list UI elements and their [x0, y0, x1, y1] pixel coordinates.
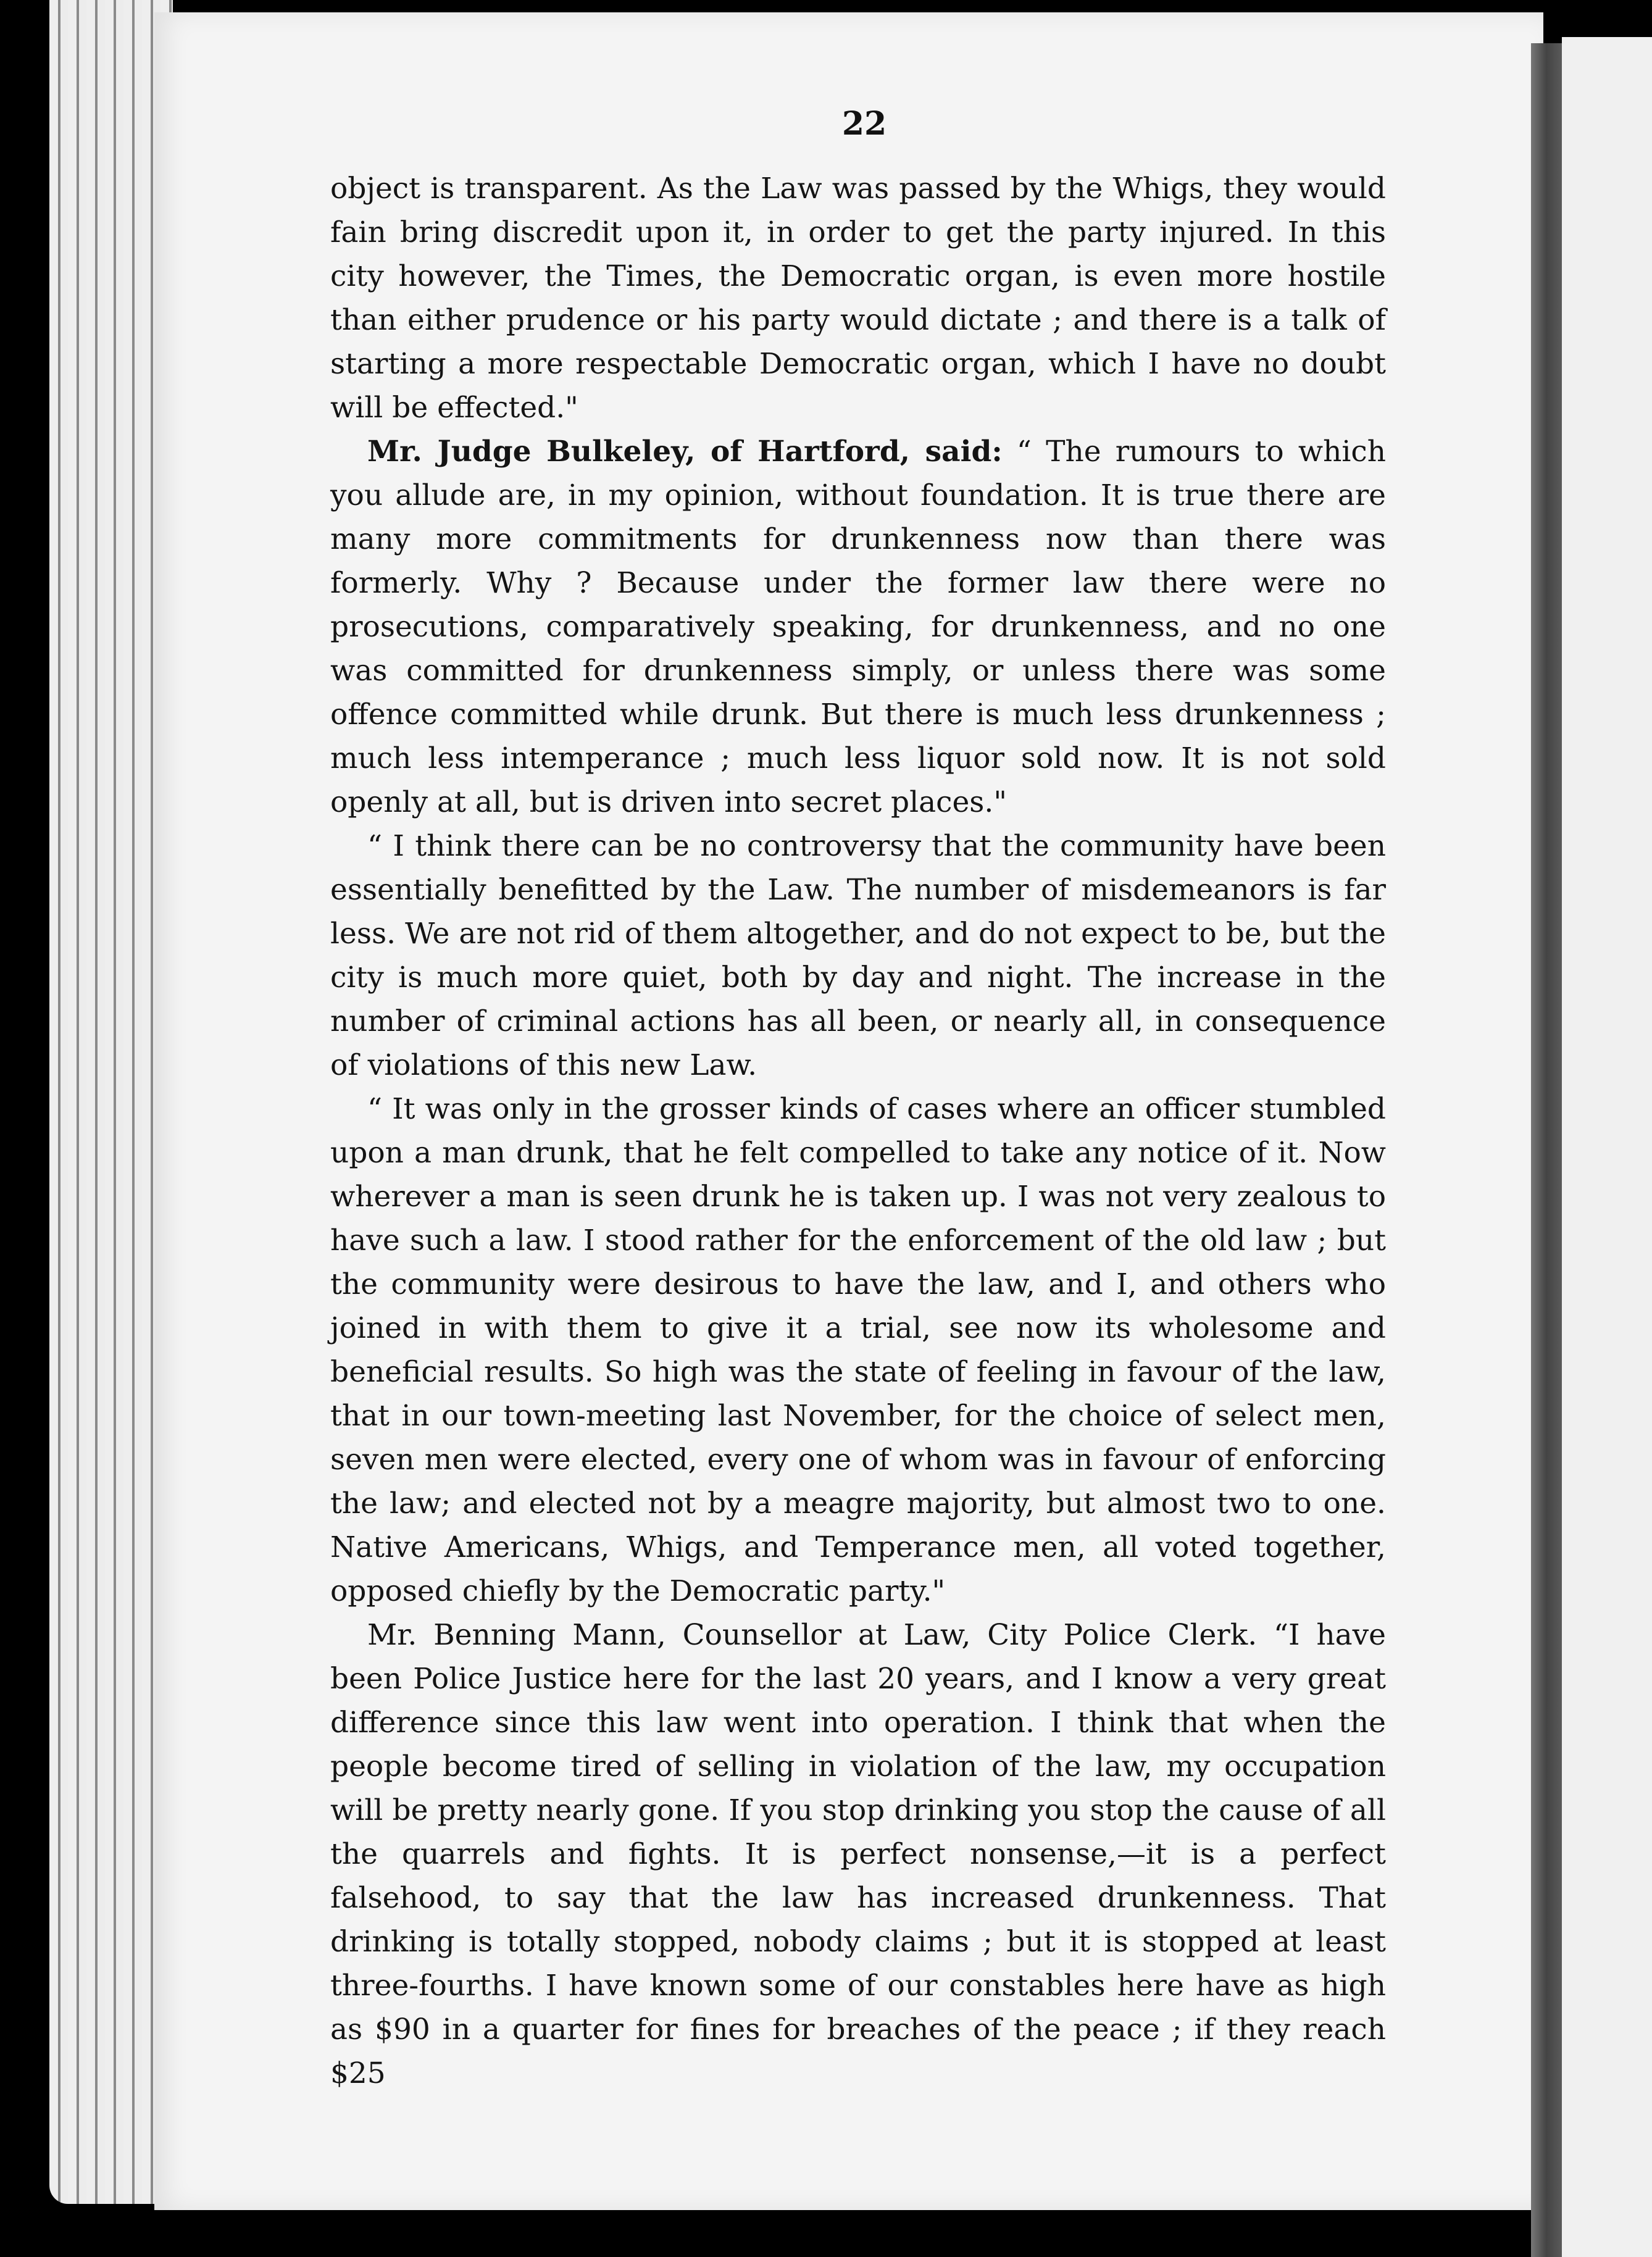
book-binding-gutter [1531, 43, 1562, 2257]
paragraph [330, 1087, 1386, 1613]
speaker-lead: Mr. Judge Bulkeley, of Hartford, said: [367, 435, 1003, 469]
paragraph [330, 1613, 1386, 2095]
body-text [330, 167, 1386, 2095]
paragraph [330, 430, 1386, 824]
paragraph-text: “ I think there can be no controversy that the community have been essentially benefitted by the Law. The number of misdemeanors is far less. We are not rid of them altogether, and do not expect to be, but the city is much more quiet, both by day and night. The increase in the number of criminal actions has all been, or nearly all, in consequence of violations of this new Law. [330, 829, 1386, 1082]
paragraph [330, 167, 1386, 430]
paragraph-text: “ It was only in the grosser kinds of cases where an officer stumbled upon a man drunk, that he felt compelled to take any notice of it. Now wherever a man is seen drunk he is taken up. I was not very zealous to have such a law. I stood rather for the enforcement of the old law ; but the community were desirous to have the law, and I, and others who joined in with them to give it a trial, see now its wholesome and beneficial results. So high was the state of feeling in favour of the law, that in our town-meeting last November, for the choice of select men, seven men were elected, every one of whom was in favour of enforcing the law; and elected not by a meagre majority, but almost two to one. Native Americans, Whigs, and Temperance men, all voted together, opposed chiefly by the Democratic party." [330, 1092, 1386, 1608]
page-number: 22 [841, 105, 887, 143]
paragraph-text: “ The rumours to which you allude are, in my opinion, without foundation. It is true there are many more commitments for drunkenness now than there was formerly. Why ? Because under the former law there were no prosecutions, comparatively speaking, for drunkenness, and no one was committed for drunkenness simply, or unless there was some offence committed while drunk. But there is much less drunkenness ; much less intemperance ; much less liquor sold now. It is not sold openly at all, but is driven into secret places." [330, 435, 1386, 819]
facing-page-edge [1562, 37, 1652, 2257]
paragraph-text: object is transparent. As the Law was passed by the Whigs, they would fain bring discredit upon it, in order to get the party injured. In this city however, the Times, the Democratic organ, is even more hostile than either prudence or his party would dictate ; and there is a talk of starting a more respectable Democratic organ, which I have no doubt will be effected." [330, 172, 1386, 425]
paragraph-text: Mr. Benning Mann, Counsellor at Law, City Police Clerk. “I have been Police Justice here for the last 20 years, and I know a very great difference since this law went into operation. I think that when the people become tired of selling in violation of the law, my occupation will be pretty nearly gone. If you stop drinking you stop the cause of all the quarrels and fights. It is perfect nonsense,—it is a perfect falsehood, to say that the law has increased drunkenness. That drinking is totally stopped, nobody claims ; but it is stopped at least three-fourths. I have known some of our constables here have as high as $90 in a quarter for fines for breaches of the peace ; if they reach $25 [330, 1618, 1386, 2090]
paragraph [330, 824, 1386, 1087]
